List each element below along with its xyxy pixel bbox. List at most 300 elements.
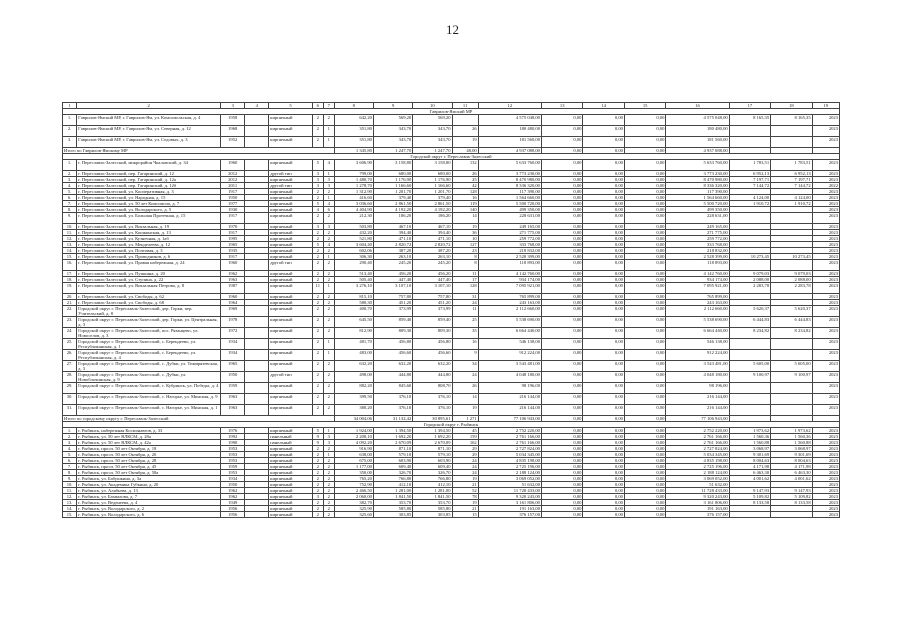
cell-u1 xyxy=(729,260,770,271)
column-number-header: 19 xyxy=(812,103,839,109)
cell-z3: 0,00 xyxy=(624,452,665,458)
cell-tot: 2 727 824,00 xyxy=(666,446,729,452)
cell-a1: 306,30 xyxy=(334,254,373,260)
cell-en: 2 xyxy=(323,482,334,488)
cell-res: 21 xyxy=(452,482,478,488)
cell-z1: 0,00 xyxy=(541,260,582,271)
cell-fl: 5 xyxy=(312,428,323,434)
cell-z2: 0,00 xyxy=(583,452,624,458)
cell-cost: 546 138,00 xyxy=(478,339,541,350)
cell-z2: 0,00 xyxy=(583,294,624,300)
cell-en: 2 xyxy=(323,405,334,416)
cell-yr: 2023 xyxy=(812,488,839,494)
total-label: Итого по городскому округу г. Переславль-Залесский xyxy=(63,416,335,422)
cell-u1: 2 088,00 xyxy=(729,277,770,283)
cell-z1: 0,00 xyxy=(541,242,582,248)
cell-u1 xyxy=(729,126,770,137)
cell-res: 14 xyxy=(452,394,478,405)
cell-a1: 882,20 xyxy=(334,383,373,394)
cell-a3: 757,80 xyxy=(413,294,452,300)
cell-z1: 0,00 xyxy=(541,224,582,230)
cell-z1: 0,00 xyxy=(541,183,582,189)
cell-yr: 2023 xyxy=(812,446,839,452)
cell-u2: 5 605,00 xyxy=(771,361,812,372)
cell-fl: 9 xyxy=(312,440,323,446)
cell-a3: 2 861,50 xyxy=(413,201,452,207)
cell-z2: 0,00 xyxy=(583,405,624,416)
cell-addr: г. Переславль-Залесский, пер. Гагаринский, д. 12б xyxy=(77,183,221,189)
cell-res: 128 xyxy=(452,189,478,195)
cell-yr: 2023 xyxy=(812,254,839,260)
cell-tot: 4 142 760,00 xyxy=(666,271,729,277)
cell-mat: кирпичный xyxy=(269,494,313,500)
cell-en: 2 xyxy=(323,372,334,383)
cell-en: 2 xyxy=(323,476,334,482)
cell-a2: 447,40 xyxy=(373,277,412,283)
cell-addr: Гаврилов-Ямский МР, г. Гаврилов-Ям, ул. Седовых, д. 3 xyxy=(77,137,221,148)
cell-en: 1 xyxy=(323,350,334,361)
cell-n: 30. xyxy=(63,394,77,405)
cell-a3: 871,10 xyxy=(413,446,452,452)
cell-n: 23. xyxy=(63,317,77,328)
cell-a2: 353,70 xyxy=(373,500,412,506)
cell-a2: 1 281,00 xyxy=(373,488,412,494)
cell-mat: кирпичный xyxy=(269,242,313,248)
cell-a2: 326,70 xyxy=(373,470,412,476)
cell-mat: кирпичный xyxy=(269,476,313,482)
cell-u1: 4 001,62 xyxy=(729,476,770,482)
cell-z1: 0,00 xyxy=(541,137,582,148)
cell-u2 xyxy=(771,260,812,271)
cell-yr: 2023 xyxy=(812,115,839,126)
cell-mat: кирпичный xyxy=(269,328,313,339)
cell-z2: 0,00 xyxy=(583,506,624,512)
cell-z3: 0,00 xyxy=(624,283,665,294)
cell-mat: кирпичный xyxy=(269,195,313,201)
cell-cost: 4 048 180,00 xyxy=(478,372,541,383)
cell-tot: 259 772,00 xyxy=(666,236,729,242)
cell-fl: 3 xyxy=(312,177,323,183)
table-row xyxy=(63,372,840,383)
cell-z3: 0,00 xyxy=(624,512,665,518)
cell-z3: 0,00 xyxy=(624,236,665,242)
cell-u2 xyxy=(771,512,812,518)
cell-u2: 4 171,98 xyxy=(771,464,812,470)
cell-fl: 2 xyxy=(312,195,323,201)
cell-en: 1 xyxy=(323,254,334,260)
cell-u1: 8 165,35 xyxy=(729,115,770,126)
cell-z1: 0,00 xyxy=(541,306,582,317)
cell-u2: 5 109,82 xyxy=(771,494,812,500)
cell-a1: 325,60 xyxy=(334,512,373,518)
column-number-header: 17 xyxy=(729,103,770,109)
table-row xyxy=(63,160,840,171)
cell-a2: 603,90 xyxy=(373,458,412,464)
cell-a1: 3 604,40 xyxy=(334,242,373,248)
cell-year: 2012 xyxy=(221,171,245,177)
cell-tot: 5 034 345,00 xyxy=(666,452,729,458)
cell-year: 1934 xyxy=(221,339,245,350)
cell-n: 14. xyxy=(63,248,77,254)
cell-a2: 4 192,20 xyxy=(373,207,412,213)
cell-a2: 609,40 xyxy=(373,464,412,470)
cell-addr: г. Переславль-Залесский, ул. Почтовая, д. 3 xyxy=(77,248,221,254)
cell-cost: 3 543 481,00 xyxy=(478,361,541,372)
cell-addr: г. Переславль-Залесский, пер. Гагаринский, д. 12 xyxy=(77,171,221,177)
cell-tot: 3 069 052,00 xyxy=(666,476,729,482)
cell-n: 26. xyxy=(63,350,77,361)
cell-a2: 412,10 xyxy=(373,482,412,488)
cell-u1: 6 463,30 xyxy=(729,470,770,476)
cell-mat: кирпичный xyxy=(269,294,313,300)
cell-n: 8. xyxy=(63,207,77,213)
cell-mat: кирпичный xyxy=(269,339,313,350)
cell-yr: 2023 xyxy=(812,236,839,242)
cell-cost: 3 773 230,00 xyxy=(478,171,541,177)
cell-tot: 243 163,00 xyxy=(666,300,729,306)
cell-fl: 2 xyxy=(312,383,323,394)
cell-fl: 5 xyxy=(312,201,323,207)
cell-res: 140 xyxy=(452,207,478,213)
cell-mat: другой тип xyxy=(269,260,313,271)
cell-a1: 521,80 xyxy=(334,236,373,242)
cell-yr: 2023 xyxy=(812,189,839,195)
column-number-header: 12 xyxy=(478,103,541,109)
table-row xyxy=(63,260,840,271)
cell-a1: 3 276,10 xyxy=(334,283,373,294)
cell-z2: 0,00 xyxy=(583,271,624,277)
cell-res: 26 xyxy=(452,126,478,137)
cell-z1: 0,00 xyxy=(541,201,582,207)
cell-en: 1 xyxy=(323,452,334,458)
cell-n: 17. xyxy=(63,271,77,277)
cell-z1: 0,00 xyxy=(541,470,582,476)
cell-year: 1930 xyxy=(221,207,245,213)
cell-u1: 4 124,00 xyxy=(729,195,770,201)
cell-res: 14 xyxy=(452,213,478,224)
cell-en: 2 xyxy=(323,115,334,126)
cell-cost: 180 480,00 xyxy=(478,126,541,137)
cell-n: 7. xyxy=(63,201,77,207)
cell-a2: 2 861,50 xyxy=(373,201,412,207)
cell-mat: другой тип xyxy=(269,171,313,177)
cell-res: 11 xyxy=(452,306,478,317)
cell-cost: 181 560,00 xyxy=(478,137,541,148)
cell-res: 29 xyxy=(452,452,478,458)
cell-a2: 456,60 xyxy=(373,350,412,361)
cell-fl: 5 xyxy=(312,242,323,248)
cell-en: 3 xyxy=(323,177,334,183)
cell-fl: 2 xyxy=(312,115,323,126)
cell-u2 xyxy=(771,213,812,224)
cell-a1: 638,00 xyxy=(334,452,373,458)
table-row xyxy=(63,283,840,294)
cell-en: 2 xyxy=(323,248,334,254)
cell-u1 xyxy=(729,394,770,405)
cell-addr: г. Рыбинск, ул. Алябьева, д. 13 xyxy=(77,488,221,494)
cell-year: 1987 xyxy=(221,283,245,294)
cell-z1: 0,00 xyxy=(541,434,582,440)
cell-z2: 0,00 xyxy=(583,350,624,361)
cell-u1 xyxy=(729,405,770,416)
cell-n: 29. xyxy=(63,383,77,394)
cell-z3: 0,00 xyxy=(624,248,665,254)
cell-res: 19 xyxy=(452,405,478,416)
cell-year: 1968 xyxy=(221,126,245,137)
cell-cost: 4 575 048,00 xyxy=(478,115,541,126)
cell-tot: 4 575 048,00 xyxy=(666,115,729,126)
cell-year: 1917 xyxy=(221,213,245,224)
cell-fl: 2 xyxy=(312,317,323,328)
cell-a3: 326,70 xyxy=(413,470,452,476)
total-cost: 77 106 943,00 xyxy=(478,416,541,422)
cell-res: 24 xyxy=(452,464,478,470)
cell-z3: 0,00 xyxy=(624,171,665,177)
cell-a2: 871,10 xyxy=(373,446,412,452)
cell-a1: 765,20 xyxy=(334,476,373,482)
cell-z2: 0,00 xyxy=(583,328,624,339)
cell-year: 1956 xyxy=(221,512,245,518)
cell-res: 35 xyxy=(452,328,478,339)
cell-tot: 2 752 220,00 xyxy=(666,428,729,434)
cell-n: 13. xyxy=(63,500,77,506)
cell-fl: 2 xyxy=(312,189,323,195)
cell-en: 2 xyxy=(323,230,334,236)
cell-z2: 0,00 xyxy=(583,361,624,372)
cell-mat: кирпичный xyxy=(269,177,313,183)
cell-year: 1935 xyxy=(221,248,245,254)
cell-fl: 2 xyxy=(312,394,323,405)
cell-z3: 0,00 xyxy=(624,440,665,446)
cell-tot: 228 631,00 xyxy=(666,213,729,224)
cell-a2: 579,10 xyxy=(373,452,412,458)
cell-c4 xyxy=(245,317,269,328)
cell-z1: 0,00 xyxy=(541,230,582,236)
cell-res: 162 xyxy=(452,440,478,446)
cell-yr: 2023 xyxy=(812,300,839,306)
column-number-header: 9 xyxy=(373,103,412,109)
cell-a2: 451,20 xyxy=(373,300,412,306)
cell-c4 xyxy=(245,260,269,271)
cell-z1: 0,00 xyxy=(541,372,582,383)
cell-fl: 9 xyxy=(312,434,323,440)
cell-fl: 2 xyxy=(312,405,323,416)
cell-en: 2 xyxy=(323,458,334,464)
cell-a3: 809,30 xyxy=(413,328,452,339)
cell-en: 2 xyxy=(323,271,334,277)
cell-fl: 2 xyxy=(312,500,323,506)
cell-n: 5. xyxy=(63,452,77,458)
cell-u2: 5 620,37 xyxy=(771,306,812,317)
cell-a2: 859,40 xyxy=(373,317,412,328)
cell-addr: Городской округ г. Переславль-Залесский, с. Дубки, ул. Новоблочинская, д. 9 xyxy=(77,372,221,383)
cell-en: 2 xyxy=(323,446,334,452)
cell-cost: 3 161 806,00 xyxy=(478,500,541,506)
cell-yr: 2023 xyxy=(812,452,839,458)
cell-z3: 0,00 xyxy=(624,482,665,488)
cell-n: 8. xyxy=(63,470,77,476)
cell-addr: г. Рыбинск, ул. Веденеева, д. 4 xyxy=(77,500,221,506)
cell-res: 159 xyxy=(452,434,478,440)
cell-u2 xyxy=(771,137,812,148)
cell-z3: 0,00 xyxy=(624,470,665,476)
cell-n: 14. xyxy=(63,506,77,512)
cell-addr: г. Переславль-Залесский, ул. Вокзальная, д. 19 xyxy=(77,224,221,230)
cell-res: 29 xyxy=(452,446,478,452)
cell-tot: 98 196,00 xyxy=(666,383,729,394)
cell-z2: 0,00 xyxy=(583,306,624,317)
cell-fl: 5 xyxy=(312,160,323,171)
cell-tot: 2 725 196,00 xyxy=(666,464,729,470)
cell-n: 2. xyxy=(63,126,77,137)
cell-tot: 8 470 980,00 xyxy=(666,177,729,183)
cell-cost: 934 174,00 xyxy=(478,277,541,283)
cell-cost: 376 157,00 xyxy=(478,512,541,518)
cell-a1: 602,06 xyxy=(334,248,373,254)
cell-n: 4. xyxy=(63,183,77,189)
cell-fl: 2 xyxy=(312,300,323,306)
cell-u2: 3 068,97 xyxy=(771,446,812,452)
cell-res: 24 xyxy=(452,372,478,383)
cell-res: 25 xyxy=(452,177,478,183)
cell-tot: 2 188 124,00 xyxy=(666,470,729,476)
cell-tot: 6 664 440,00 xyxy=(666,328,729,339)
cell-fl: 2 xyxy=(312,512,323,518)
cell-n: 2. xyxy=(63,434,77,440)
cell-cost: 6 664 440,00 xyxy=(478,328,541,339)
cell-z1: 0,00 xyxy=(541,160,582,171)
cell-a3: 1 176,90 xyxy=(413,177,452,183)
cell-mat: кирпичный xyxy=(269,446,313,452)
cell-res: 19 xyxy=(452,500,478,506)
cell-a1: 642,20 xyxy=(334,115,373,126)
cell-z1: 0,00 xyxy=(541,277,582,283)
cell-en: 2 xyxy=(323,394,334,405)
column-number-header: 13 xyxy=(541,103,582,109)
cell-res: 34 xyxy=(452,361,478,372)
cell-en: 1 xyxy=(323,171,334,177)
cell-a3: 1 201,70 xyxy=(413,189,452,195)
table-row xyxy=(63,328,840,339)
cell-n: 4. xyxy=(63,446,77,452)
cell-fl: 2 xyxy=(312,277,323,283)
cell-a1: 290,40 xyxy=(334,260,373,271)
total-a3: 1 247,70 xyxy=(413,148,452,154)
cell-u2: 1 560,36 xyxy=(771,434,812,440)
cell-cost: 216 144,00 xyxy=(478,394,541,405)
cell-addr: Городской округ г. Переславль-Залесский, с. Дубки, ул. Тимирязевская, д. 3 xyxy=(77,361,221,372)
cell-res: 31 xyxy=(452,294,478,300)
cell-u1: 8 234,82 xyxy=(729,328,770,339)
cell-n: 31. xyxy=(63,405,77,416)
cell-a1: 483,00 xyxy=(334,350,373,361)
total-cost: 4 937 088,00 xyxy=(478,148,541,154)
cell-z1: 0,00 xyxy=(541,207,582,213)
cell-yr: 2023 xyxy=(812,271,839,277)
cell-z1: 0,00 xyxy=(541,317,582,328)
cell-u2: 10 273,45 xyxy=(771,254,812,260)
cell-n: 2. xyxy=(63,171,77,177)
cell-u1: 8 133,58 xyxy=(729,500,770,506)
cell-z3: 0,00 xyxy=(624,160,665,171)
column-number-header: 11 xyxy=(452,103,478,109)
cell-mat: кирпичный xyxy=(269,428,313,434)
cell-z2: 0,00 xyxy=(583,248,624,254)
cell-res: 11 xyxy=(452,271,478,277)
cell-tot: 3 543 481,00 xyxy=(666,361,729,372)
cell-n: 20. xyxy=(63,294,77,300)
cell-cost: 5 633 760,00 xyxy=(478,160,541,171)
table-row xyxy=(63,126,840,137)
total-z3: 0,00 xyxy=(624,148,665,154)
cell-addr: г. Переславль-Залесский, ул. Проводников, д. 6 xyxy=(77,254,221,260)
cell-a2: 1 394,50 xyxy=(373,428,412,434)
cell-fl: 2 xyxy=(312,328,323,339)
table-row xyxy=(63,137,840,148)
cell-addr: г. Переславль-Залесский, ул. Большая Протечная, д. 15 xyxy=(77,213,221,224)
cell-yr: 2023 xyxy=(812,277,839,283)
cell-cost: 11 728 433,00 xyxy=(478,488,541,494)
cell-a3: 585,80 xyxy=(413,506,452,512)
cell-year: 2011 xyxy=(221,183,245,189)
cell-z1: 0,00 xyxy=(541,171,582,177)
cell-a2: 1 166,60 xyxy=(373,183,412,189)
cell-z1: 0,00 xyxy=(541,300,582,306)
cell-addr: Городской округ г. Переславль-Залесский, дер. Горки, ул. Центральная, д. 3 xyxy=(77,317,221,328)
cell-yr: 2023 xyxy=(812,294,839,300)
total-a3: 30 895,61 xyxy=(413,416,452,422)
cell-cost: 765 899,00 xyxy=(478,294,541,300)
cell-a3: 186,20 xyxy=(413,213,452,224)
cell-res: 24 xyxy=(452,470,478,476)
cell-u2: 1 973,62 xyxy=(771,428,812,434)
cell-cost: 2 112 660,00 xyxy=(478,306,541,317)
cell-fl: 3 xyxy=(312,183,323,189)
cell-en: 3 xyxy=(323,440,334,446)
cell-u2: 1 783,51 xyxy=(771,160,812,171)
cell-u1: 1 560,36 xyxy=(729,434,770,440)
cell-a1: 382,70 xyxy=(334,500,373,506)
cell-a1: 416,60 xyxy=(334,195,373,201)
cell-cost: 5 538 690,00 xyxy=(478,317,541,328)
cell-yr: 2023 xyxy=(812,361,839,372)
cell-yr: 2023 xyxy=(812,383,839,394)
cell-a2: 809,30 xyxy=(373,328,412,339)
cell-u2: 7 197,71 xyxy=(771,177,812,183)
cell-a3: 451,20 xyxy=(413,300,452,306)
cell-yr: 2023 xyxy=(812,195,839,201)
cell-a1: 4 092,20 xyxy=(334,440,373,446)
cell-fl: 2 xyxy=(312,506,323,512)
cell-res: 24 xyxy=(452,458,478,464)
cell-fl: 2 xyxy=(312,470,323,476)
cell-n: 10. xyxy=(63,224,77,230)
cell-res: 8 xyxy=(452,260,478,271)
cell-a1: 3 606,90 xyxy=(334,160,373,171)
cell-year: 1995 xyxy=(221,236,245,242)
cell-en: 2 xyxy=(323,189,334,195)
cell-yr: 2023 xyxy=(812,137,839,148)
cell-res: 16 xyxy=(452,195,478,201)
cell-n: 1. xyxy=(63,160,77,171)
cell-a1: 432,20 xyxy=(334,230,373,236)
cell-yr: 2022 xyxy=(812,183,839,189)
total-a1: 1 345,80 xyxy=(334,148,373,154)
cell-res: 36 xyxy=(452,230,478,236)
cell-cost: 259 772,00 xyxy=(478,236,541,242)
cell-z1: 0,00 xyxy=(541,494,582,500)
cell-cost: 8 336 320,00 xyxy=(478,183,541,189)
